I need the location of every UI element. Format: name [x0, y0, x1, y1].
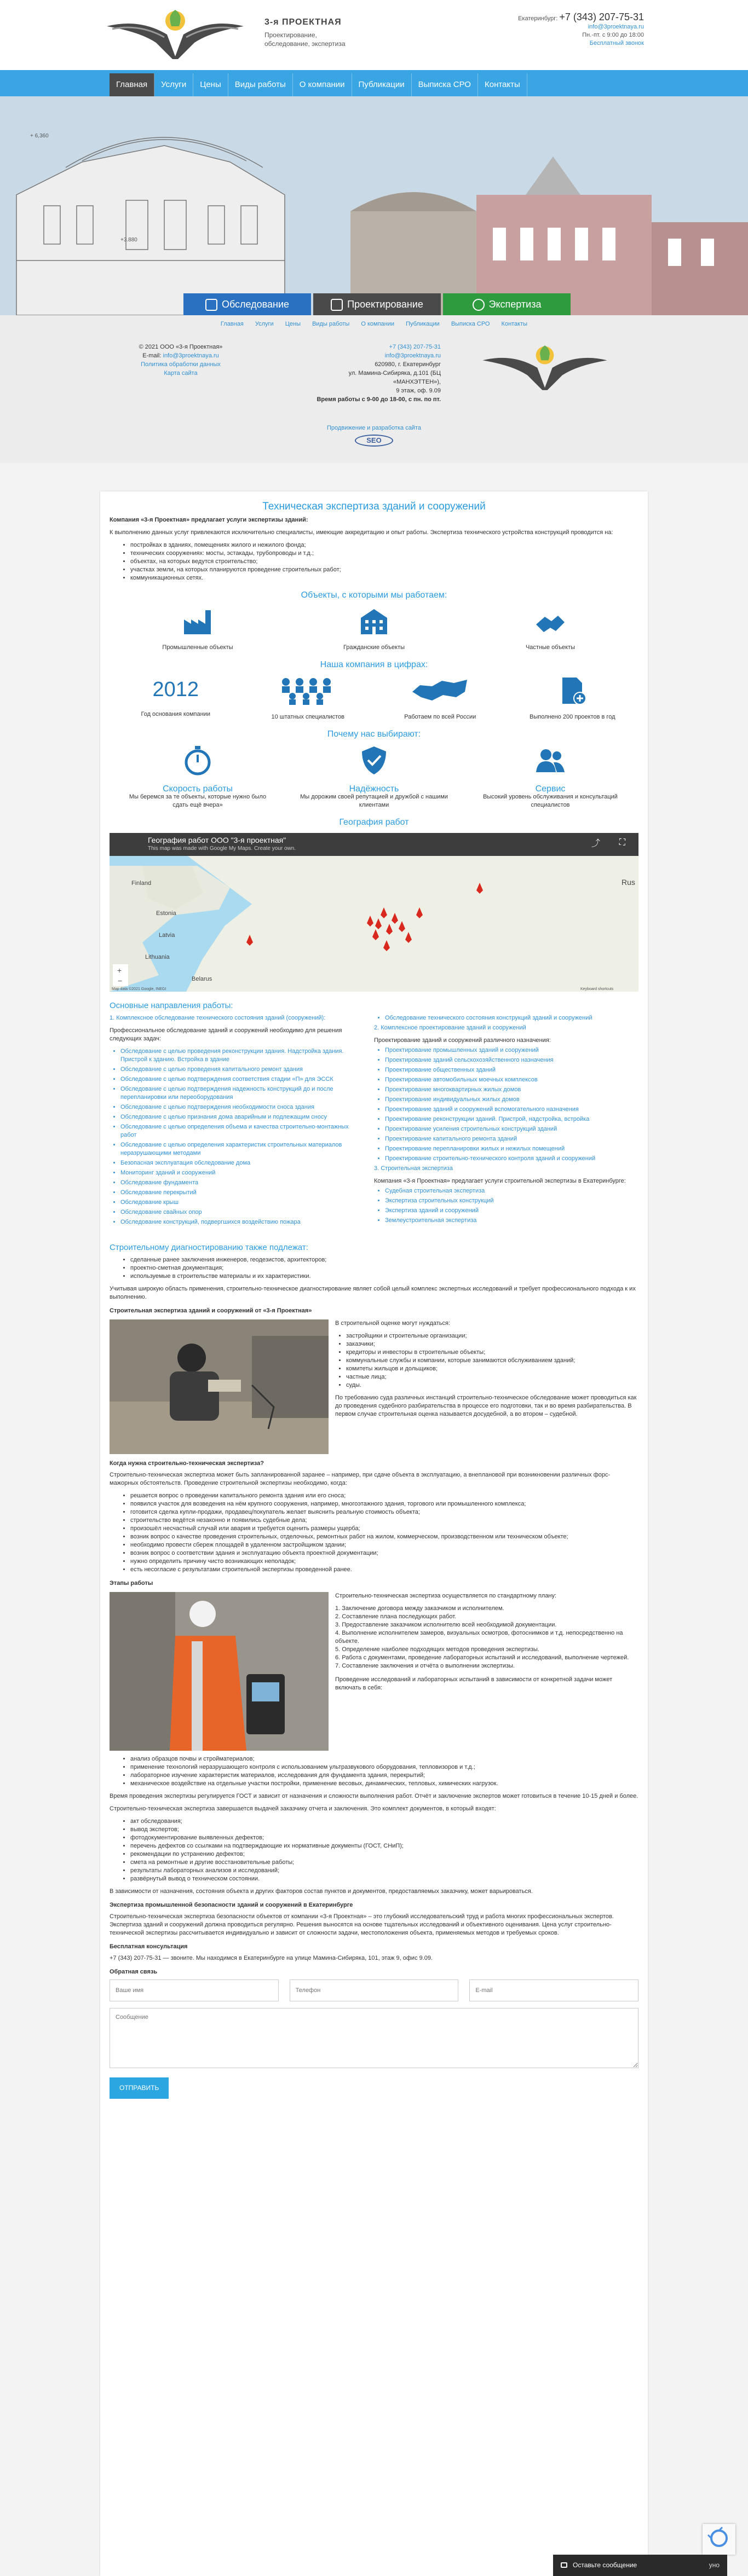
right-paragraph: Проектирование зданий и сооружений различного назначения: [374, 1037, 551, 1044]
nav-publications[interactable]: Публикации [352, 73, 412, 96]
number-label: 10 штатных специалистов [271, 714, 345, 720]
why-title-item: Надёжность [349, 784, 399, 794]
section1-row [110, 1319, 638, 1454]
header-email[interactable]: info@3proektnaya.ru [588, 24, 644, 30]
russia-map-icon [410, 675, 470, 706]
section1-text [335, 1319, 638, 1454]
list-item: • фотодокументирование выявленных дефектов; [130, 1834, 638, 1842]
cat-inspection-label: Обследование [221, 299, 290, 310]
list-item: • развёрнутый вывод о техническом состоянии. [130, 1875, 638, 1883]
right-heading[interactable]: 2. Комплексное проектирование зданий и сооружений [374, 1024, 526, 1031]
main-content [100, 491, 648, 2576]
direction-link[interactable]: • Экспертиза зданий и сооружений [385, 1207, 629, 1215]
object-label: Промышленные объекты [162, 644, 233, 651]
why-row [110, 745, 638, 809]
why-title: Почему нас выбирают: [327, 730, 421, 739]
map-keyboard: Keyboard shortcuts [580, 987, 614, 991]
section3-title: Этапы работы [110, 1580, 153, 1587]
directions-left [110, 1014, 374, 1228]
direction-link[interactable]: • Проектирование усиления строительных конструкций зданий [385, 1125, 629, 1133]
direction-link[interactable]: • Обследование перекрытий [120, 1189, 364, 1197]
map-footer: Map data ©2021 Google, INEGI [112, 987, 166, 991]
list-item: • применение технологий неразрушающего контроля с использованием ультразвукового оборудования, тепловизоров и т.д.; [130, 1763, 638, 1772]
footer-hours: Время работы с 9-00 до 18-00, с пн. по пт. [317, 396, 441, 403]
nav-works[interactable]: Виды работы [228, 73, 293, 96]
map-canvas[interactable] [110, 833, 638, 992]
list-item: • результаты лабораторных анализов и исследований; [130, 1867, 638, 1875]
direction-link[interactable]: • Мониторинг зданий и сооружений [120, 1169, 364, 1177]
feedback-form [110, 1968, 638, 2099]
direction-link[interactable]: • Обследование с целью подтверждения соответствия стадии «П» для ЭССК [120, 1075, 364, 1084]
map-label: Belarus [192, 976, 212, 982]
list-item: • участках земли, на которых планируются проведение строительных работ; [130, 566, 638, 574]
objects-title: Объекты, с которыми мы работаем: [301, 591, 447, 600]
footer-email-label: E-mail: [142, 352, 162, 359]
site-footer [0, 315, 748, 463]
chat-label: Оставьте сообщение [573, 2561, 637, 2569]
list-item: • заказчики; [346, 1340, 638, 1348]
chat-widget-button[interactable] [553, 2555, 727, 2576]
fnav-services[interactable]: Услуги [255, 321, 274, 327]
fnav-works[interactable]: Виды работы [312, 321, 350, 327]
fullscreen-icon[interactable]: ⛶ [619, 838, 625, 847]
footer-made-link[interactable]: Продвижение и разработка сайта [326, 425, 421, 431]
direction-link[interactable]: • Безопасная эксплуатация обследование дома [120, 1159, 364, 1167]
direction-link[interactable]: • Проектирование автомобильных моечных комплексов [385, 1076, 629, 1084]
direction-link[interactable]: • Проектирование реконструкции зданий. Пристрой, надстройка, встройка [385, 1115, 629, 1124]
objects-row [110, 606, 638, 652]
subjects-list [130, 1256, 638, 1281]
footer-addr3: 9 этаж, оф. 9.09 [396, 387, 441, 394]
right-heading-3[interactable]: 3. Строительная экспертиза [374, 1165, 453, 1172]
recaptcha-badge[interactable] [703, 2524, 735, 2555]
list-item: • лабораторное изучение характеристик материалов, исследования для фундамента здания, перекрытий; [130, 1772, 638, 1780]
footer-addr1: 620980, г. Екатеринбург [375, 361, 441, 368]
header-hours: Пн.-пт. с 9:00 до 18:00 [582, 32, 644, 38]
email-input[interactable] [469, 1979, 638, 2001]
section4-paragraph: Строительно-техническая экспертиза безопасности объектов от компании «3-я Проектная» – это глубокий исследовательский труд и работа многих профессиональных экспертов. Экспертиза зданий и сооружений должна проводиться регулярно. Решения выносятся на основе тщательных исследований и объективного оценивания. Цена услуг строительно-технической экспертизы рассчитывается индивидуально и зависит от сложности задачи, местоположения объекта, применяемых методов и требуемых сроков. [110, 1913, 614, 1936]
directions-title: Основные направления работы: [110, 1001, 233, 1010]
direction-link[interactable]: • Обследование свайных опор [120, 1208, 364, 1217]
direction-link[interactable]: • Обследование с целью проведения капитального ремонт здания [120, 1066, 364, 1074]
fnav-contacts[interactable]: Контакты [501, 321, 528, 327]
chat-brand: уно [709, 2561, 720, 2569]
list-item: • строительство ведётся незаконно и появились судебные дела; [130, 1516, 638, 1525]
left-heading[interactable]: 1. Комплексное обследование технического состояния зданий (сооружений): [110, 1015, 326, 1021]
submit-button[interactable]: ОТПРАВИТЬ [110, 2077, 169, 2099]
section2-paragraph: Строительно-техническая экспертиза может быть запланированной заранее – например, при сдаче объекта в эксплуатацию, а внеплановой при возникновении различных форс-мажорных обстоятельств. Проведение строительной экспертизы необходимо, когда: [110, 1472, 611, 1486]
section2-title: Когда нужна строительно-техническая экспертиза? [110, 1460, 264, 1467]
list-item: • перечень дефектов со ссылками на подтверждающие их нормативные документы (ГОСТ, СНиП); [130, 1842, 638, 1850]
why-title-item: Скорость работы [163, 784, 233, 794]
list-item: • комитеты жильцов и дольщиков; [346, 1365, 638, 1373]
direction-link[interactable]: • Обследование с целью проведения реконструкции здания. Надстройка здания. Пристрой к зданию. Встройка в здание [120, 1047, 364, 1064]
list-item: • кредиторы и инвесторы в строительные объекты; [346, 1348, 638, 1357]
list-item: • анализ образцов почвы и стройматериалов; [130, 1755, 638, 1763]
hero-banner [0, 96, 748, 315]
name-input[interactable] [110, 1979, 279, 2001]
engineer-device-photo [110, 1592, 329, 1751]
directions-right [374, 1014, 638, 1228]
fnav-sro[interactable]: Выписка СРО [451, 321, 490, 327]
footer-addr2: ул. Мамина-Сибиряка, д.101 (БЦ «МАНХЭТТЕН»), [348, 370, 441, 385]
section3-paragraph: Строительно-техническая экспертиза осуществляется по стандартному плану: [335, 1593, 557, 1599]
number-label: Выполнено 200 проектов в год [530, 714, 615, 720]
shield-icon [358, 745, 390, 775]
intro-text: Компания «3-я Проектная» предлагает услуги экспертизы зданий: [110, 517, 308, 523]
form-row [110, 1979, 638, 2001]
list-item: • объектах, на которых ведутся строительство; [130, 558, 638, 566]
fnav-publications[interactable]: Публикации [406, 321, 440, 327]
right-list [385, 1046, 629, 1163]
footer-nav [0, 321, 748, 327]
magnifier-icon [473, 299, 485, 311]
direction-link[interactable]: • Проектирование индивидуальных жилых домов [385, 1096, 629, 1104]
footer-policy-link[interactable]: Политика обработки данных [141, 361, 221, 368]
direction-link[interactable]: • Обследование с целью определения объема и качества строительно-монтажных работ [120, 1123, 364, 1139]
hero-mark-mid: +3.880 [120, 237, 137, 243]
list-item: • есть несогласие с результатами строительной экспертизы проведенной ранее. [130, 1566, 638, 1574]
cat-expertise-label: Экспертиза [488, 299, 542, 310]
list-item: • нужно определить причину чисто возникающих неполадок; [130, 1558, 638, 1566]
why-desc: Мы дорожим своей репутацией и дружбой с нашими клиентами [300, 794, 448, 808]
design-icon [331, 299, 343, 311]
map-label: Estonia [156, 910, 176, 917]
direction-link[interactable]: • Обследование технического состояния конструкций зданий и сооружений [385, 1014, 629, 1022]
list-item: • постройках в зданиях, помещениях жилого и нежилого фонда; [130, 541, 638, 549]
building-icon [358, 606, 390, 636]
share-icon[interactable]: ⤴ [591, 839, 600, 848]
number-russia [385, 675, 495, 721]
step-item: 5. Определение наиболее подходящих методов проведения экспертизы. [335, 1646, 539, 1653]
numbers-title: Наша компания в цифрах: [320, 660, 428, 669]
right-list-3 [385, 1187, 629, 1225]
header-callback-link[interactable]: Бесплатный звонок [589, 40, 644, 47]
subjects-paragraph: Учитывая широкую область применения, строительно-техническое диагностирование являет собой целый комплекс экспертных исследований и требует профессионального подхода к их выполнению. [110, 1286, 636, 1300]
header-city: Екатеринбург: [518, 15, 558, 22]
section3-paragraph-5: В зависимости от назначения, состояния объекта и других факторов состав пунктов и документов, предоставляемых заказчику, может варьироваться. [110, 1888, 533, 1895]
direction-link[interactable]: • Проектирование перепланировки жилых и нежилых помещений [385, 1145, 629, 1153]
header-contacts [518, 13, 644, 48]
direction-link[interactable]: • Обследование с целью подтверждения надежность конструкций до и после перепланировки или переоборудования [120, 1085, 364, 1102]
object-private [485, 606, 616, 652]
list-item: • используемые в строительстве материалы и их характеристики. [130, 1272, 638, 1281]
list-item: • рекомендации по устранению дефектов; [130, 1850, 638, 1859]
list-item: • возник вопрос о качестве проведения строительных, отделочных, ремонтных работ на жилом, коммерческом, производственном или техническом объекте; [130, 1533, 638, 1541]
direction-link[interactable]: • Проектирование строительно-технического контроля зданий и сооружений [385, 1155, 629, 1163]
footer-email[interactable]: info@3proektnaya.ru [163, 352, 219, 359]
footer-email2[interactable]: info@3proektnaya.ru [384, 352, 441, 359]
step-item: 3. Предоставление заказчиком исполнителю всей необходимой документации. [335, 1622, 557, 1628]
direction-link[interactable]: • Проектирование капитального ремонта зданий [385, 1135, 629, 1143]
footer-sitemap-link[interactable]: Карта сайта [164, 370, 198, 377]
section1-paragraph-2: По требованию суда различных инстанций строительно-техническое обследование может проводиться как до проведения судебного разбирательства в процессе его подготовки, так и во время разбирательства. В первом случае строительная оценка называется досудебной, а во втором – судебной. [335, 1394, 637, 1417]
founded-year: 2012 [152, 678, 199, 701]
list-item: • коммунальные службы и компании, которые занимаются обслуживанием зданий; [346, 1357, 638, 1365]
object-industrial [132, 606, 263, 652]
footer-copyright: © 2021 ООО «3-я Проектная» [139, 344, 223, 350]
step-item: 4. Выполнение исполнителем замеров, визуальных осмотров, фотоснимков и т.д. непосредственно на объекте. [335, 1630, 623, 1645]
why-desc: Мы беремся за те объекты, которые нужно было сдать ещё вчера» [129, 794, 267, 808]
hero-building-illustration [0, 96, 748, 315]
left-paragraph: Профессиональное обследование зданий и сооружений необходимо для решения следующих задач: [110, 1027, 342, 1042]
page-title: Техническая экспертиза зданий и сооружений [262, 501, 486, 512]
list-item: • решается вопрос о проведении капитального ремонта здания или его сноса; [130, 1492, 638, 1500]
brand-tagline: Проектирование, обследование, экспертиза [264, 31, 346, 48]
section4-title: Экспертиза промышленной безопасности зданий и сооружений в Екатеринбурге [110, 1902, 353, 1908]
number-label: Год основания компании [141, 711, 210, 717]
list-item: • смета на ремонтные и другие восстановительные работы; [130, 1859, 638, 1867]
section3-text [335, 1592, 638, 1751]
list-item: • акт обследования; [130, 1817, 638, 1826]
directions-columns [110, 1014, 638, 1228]
step-item: 7. Составление заключения и отчёта о выполнении экспертизы. [335, 1663, 515, 1669]
direction-link[interactable]: • Обследование фундамента [120, 1179, 364, 1187]
section3-paragraph-2: Проведение исследований и лабораторных испытаний в зависимости от конкретной задачи может включать в себя: [335, 1676, 613, 1691]
footer-logo-emblem[interactable] [476, 340, 613, 395]
map-label: Lithuania [145, 954, 170, 960]
step-item: 6. Работа с документами, проведение лабораторных испытаний и исследований, выполнение чертежей. [335, 1654, 629, 1661]
section5-title: Бесплатная консультация [110, 1943, 188, 1950]
map-label: Rus [622, 878, 635, 887]
object-label: Гражданские объекты [343, 644, 405, 651]
section2-list [130, 1492, 638, 1574]
section5-paragraph: +7 (343) 207-75-31 — звоните. Мы находимся в Екатеринбурге на улице Мамина-Сибиряка, 101, этаж 9, офис 9.09. [110, 1955, 433, 1961]
users-icon [534, 745, 567, 775]
map-label: Latvia [159, 932, 175, 939]
direction-link[interactable]: • Обследование с целью подтверждения необходимости сноса здания [120, 1103, 364, 1112]
site-header [0, 0, 748, 70]
section1-paragraph: В строительной оценке могут нуждаться: [335, 1320, 451, 1327]
subjects-title: Строительному диагностированию также подлежат: [110, 1243, 308, 1252]
direction-link[interactable]: • Судебная строительная экспертиза [385, 1187, 629, 1195]
section1-list [346, 1332, 638, 1390]
object-civil [308, 606, 440, 652]
form-title: Обратная связь [110, 1969, 158, 1975]
message-input[interactable] [110, 2008, 638, 2068]
geo-title: География работ [339, 818, 409, 827]
direction-link[interactable]: • Обследование с целью признания дома аварийным и подлежащим сносу [120, 1113, 364, 1121]
svg-text:+: + [117, 966, 122, 975]
map-title[interactable]: География работ ООО "3-я проектная" [148, 836, 286, 844]
section3-paragraph-4: Строительно-техническая экспертиза завершается выдачей заказчику отчета и заключения. Это комплект документов, в который входят: [110, 1805, 496, 1812]
section3-list-2 [130, 1817, 638, 1883]
footer-made-by [0, 425, 748, 447]
why-speed [121, 745, 274, 809]
fnav-prices[interactable]: Цены [285, 321, 301, 327]
engineer-crack-photo [110, 1319, 329, 1454]
direction-link[interactable]: • Обследование конструкций, подвергшихся воздействию пожара [120, 1218, 364, 1226]
hero-categories [183, 293, 573, 315]
google-map-embed[interactable] [110, 833, 638, 992]
company-logo-emblem[interactable] [101, 4, 249, 65]
step-item: 1. Заключение договора между заказчиком и исполнителем. [335, 1605, 504, 1612]
list-item: • застройщики и строительные организации; [346, 1332, 638, 1340]
inspection-icon [205, 299, 217, 311]
handshake-icon [534, 606, 567, 636]
step-item: 2. Составление плана последующих работ. [335, 1613, 457, 1620]
map-subtitle: This map was made with Google My Maps. Create your own. [148, 846, 296, 852]
cat-expertise-button[interactable] [443, 293, 571, 315]
direction-link[interactable]: • Обследование крыш [120, 1199, 364, 1207]
nav-prices[interactable]: Цены [193, 73, 228, 96]
direction-link[interactable]: • Проектирование многоквартирных жилых домов [385, 1086, 629, 1094]
direction-link[interactable]: • Землеустроительная экспертиза [385, 1217, 629, 1225]
team-icon [278, 675, 338, 706]
nav-sro[interactable]: Выписка СРО [412, 73, 478, 96]
list-item: • вывод экспертов; [130, 1826, 638, 1834]
list-item: • сделанные ранее заключения инженеров, геодезистов, архитекторов; [130, 1256, 638, 1264]
number-projects [517, 675, 627, 721]
map-label: Finland [131, 880, 152, 887]
cat-inspection-button[interactable] [183, 293, 311, 315]
hero-mark-top: + 6,360 [30, 133, 49, 139]
section3-list [130, 1755, 638, 1788]
why-title-item: Сервис [535, 784, 566, 794]
seo-logo[interactable]: SEO [355, 435, 393, 447]
nav-services[interactable]: Услуги [154, 73, 193, 96]
intro-paragraph: К выполнению данных услуг привлекаются исключительно специалисты, имеющие аккредитацию и опыт работы. Экспертиза технического устройства конструкций проводится на: [110, 529, 613, 536]
brand-block [264, 18, 352, 48]
right-paragraph-3: Компания «3-я Проектная» предлагает услуги строительной экспертизы в Екатеринбурге: [374, 1178, 626, 1184]
fnav-about[interactable]: О компании [361, 321, 395, 327]
section3-row [110, 1592, 638, 1751]
list-item: • готовится сделка купли-продажи, продавец/покупатель желает выяснить реальную стоимость объекта; [130, 1508, 638, 1516]
direction-link[interactable]: • Проектирование зданий сельскохозяйственного назначения [385, 1056, 629, 1064]
why-desc: Высокий уровень обслуживания и консультаций специалистов [483, 794, 618, 808]
why-reliability [297, 745, 451, 809]
direction-link[interactable]: • Проектирование общественных зданий [385, 1066, 629, 1074]
list-item: • технических сооружениях: мосты, эстакады, трубопроводы и т.д.; [130, 549, 638, 558]
footer-col-contacts [304, 343, 441, 404]
list-item: • частные лица; [346, 1373, 638, 1381]
list-item: • необходимо провести сбереж площадей в удаленном застройщиком здании; [130, 1541, 638, 1549]
direction-link[interactable]: • Обследование с целью определения характеристик строительных материалов неразрушающими методами [120, 1141, 364, 1157]
stopwatch-icon [181, 745, 214, 775]
fnav-home[interactable]: Главная [220, 321, 244, 327]
list-item: • механическое воздействие на отдельные участки постройки, применение весовых, динамических, тепловых, химических нагрузок. [130, 1780, 638, 1788]
section3-steps [335, 1605, 638, 1670]
numbers-row [110, 675, 638, 721]
map-title-bar [110, 833, 638, 856]
nav-home[interactable]: Главная [110, 73, 154, 96]
nav-about[interactable]: О компании [293, 73, 352, 96]
document-plus-icon [556, 675, 589, 706]
phone-input[interactable] [290, 1979, 459, 2001]
chat-icon [561, 2562, 567, 2568]
list-item: • произошёл несчастный случай или авария и требуется оценить размеры ущерба; [130, 1525, 638, 1533]
main-nav [0, 70, 748, 96]
direction-link[interactable]: • Проектирование зданий и сооружений вспомогательного назначения [385, 1105, 629, 1114]
factory-icon [181, 606, 214, 636]
svg-text:−: − [118, 976, 123, 985]
footer-col-left [110, 343, 252, 378]
header-phone[interactable]: +7 (343) 207-75-31 [559, 11, 644, 22]
list-item: • проектно-сметная документация; [130, 1264, 638, 1272]
cat-design-label: Проектирование [347, 299, 423, 310]
number-founded [121, 675, 231, 721]
direction-link[interactable]: • Экспертиза строительных конструкций [385, 1197, 629, 1205]
object-label: Частные объекты [525, 644, 576, 651]
list-item: • появился участок для возведения на нём крупного сооружения, например, многоэтажного здания, торгового или промышленного комплекса; [130, 1500, 638, 1508]
intro-list [130, 541, 638, 582]
list-item: • возник вопрос о соответствии здания и эксплуатацию объекта проектной документации; [130, 1549, 638, 1558]
brand-name[interactable]: 3-я ПРОЕКТНАЯ [264, 18, 342, 27]
section1-title: Строительная экспертиза зданий и сооружений от «3-я Проектная» [110, 1307, 312, 1314]
left-list [120, 1047, 364, 1226]
nav-contacts[interactable]: Контакты [478, 73, 527, 96]
why-service [474, 745, 627, 809]
cat-design-button[interactable] [313, 293, 441, 315]
number-staff [253, 675, 363, 721]
list-item: • коммуникационных сетях. [130, 574, 638, 582]
section3-paragraph-3: Время проведения экспертизы регулируется ГОСТ и зависит от назначения и сложности выполнения работ. Отчёт и заключение экспертов может готовиться в течение 10-15 дней и более. [110, 1793, 638, 1799]
number-label: Работаем по всей России [404, 714, 476, 720]
footer-phone[interactable]: +7 (343) 207-75-31 [389, 344, 441, 350]
direction-link[interactable]: • Проектирование промышленных зданий и сооружений [385, 1046, 629, 1055]
right-top-list [385, 1014, 629, 1022]
list-item: • суды. [346, 1381, 638, 1390]
